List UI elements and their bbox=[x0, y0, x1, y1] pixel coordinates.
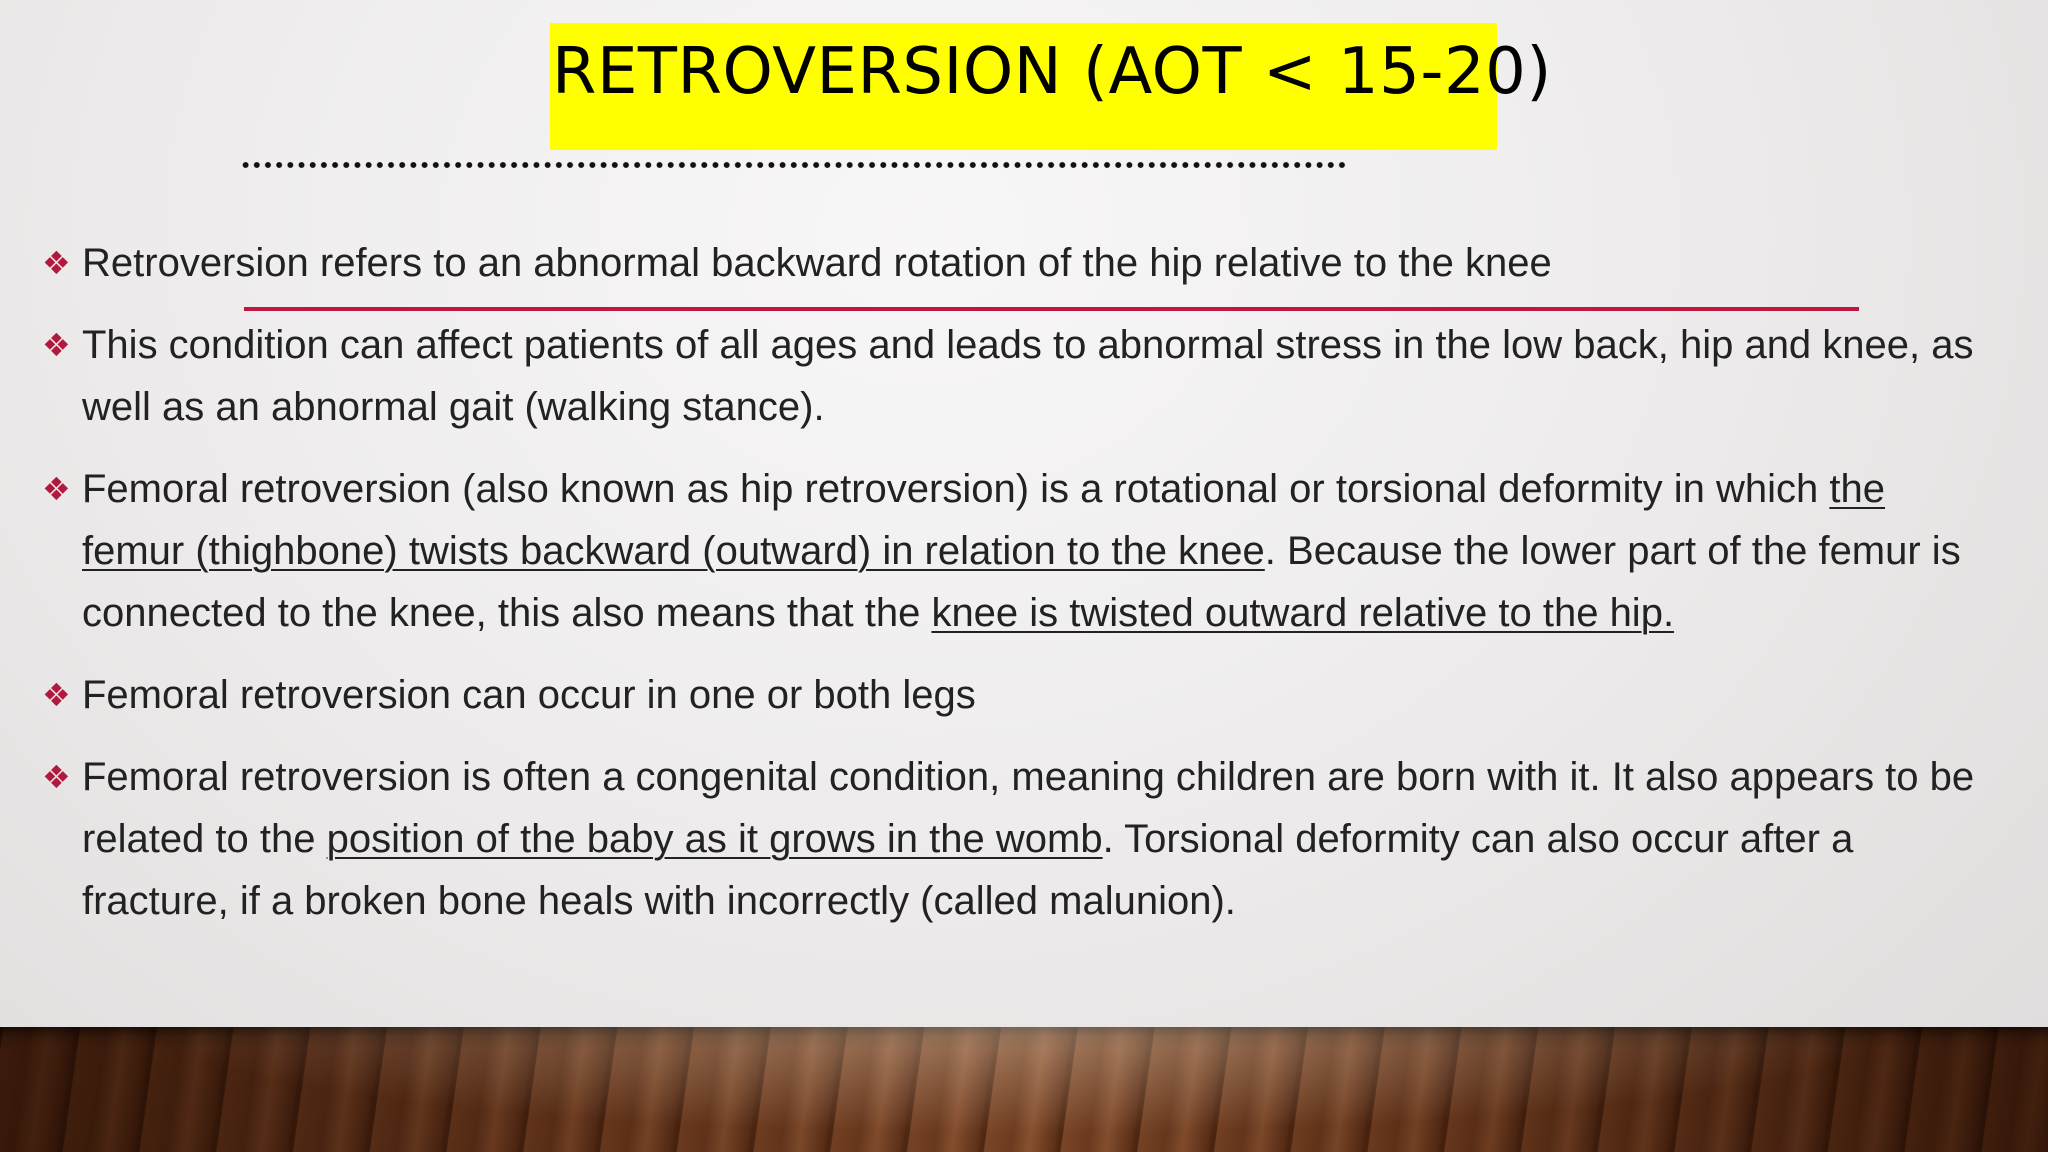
bullet-list bbox=[42, 232, 1982, 952]
floor-highlight bbox=[0, 1027, 2048, 1152]
bullet-item-3 bbox=[42, 458, 1982, 644]
bullet-item-5 bbox=[42, 746, 1982, 932]
bullet-text: Femoral retroversion is often a congenital condition, meaning children are born with it. It also appears to be related to the bbox=[82, 755, 1975, 861]
dotted-divider bbox=[240, 160, 1350, 170]
underlined-phrase: position of the baby as it grows in the womb bbox=[326, 817, 1103, 861]
bullet-text: . Torsional deformity can also occur after a fracture, if a broken bone heals with incorrectly (called malunion). bbox=[82, 817, 1854, 923]
bullet-text: Retroversion refers to an abnormal backward rotation of the hip relative to the knee bbox=[82, 241, 1552, 285]
slide-title: RETROVERSION (AOT < 15-20) bbox=[552, 35, 1552, 109]
diamond-bullet-icon: ❖ bbox=[42, 470, 71, 508]
underlined-phrase: knee is twisted outward relative to the hip. bbox=[931, 591, 1675, 635]
bullet-item-4 bbox=[42, 664, 1982, 726]
bullet-text: Femoral retroversion (also known as hip retroversion) is a rotational or torsional deformity in which bbox=[82, 467, 1830, 511]
bullet-item-2 bbox=[42, 314, 1982, 438]
bullet-text: . Because the lower part of the femur is connected to the knee, this also means that the bbox=[82, 529, 1961, 635]
bullet-item-1 bbox=[42, 232, 1982, 294]
diamond-bullet-icon: ❖ bbox=[42, 676, 71, 714]
diamond-bullet-icon: ❖ bbox=[42, 244, 71, 282]
underlined-phrase: the femur (thighbone) twists backward (outward) in relation to the knee bbox=[82, 467, 1885, 573]
diamond-bullet-icon: ❖ bbox=[42, 326, 71, 364]
bullet-text: This condition can affect patients of all ages and leads to abnormal stress in the low back, hip and knee, as well as an abnormal gait (walking stance). bbox=[82, 323, 1974, 429]
bullet-text: Femoral retroversion can occur in one or both legs bbox=[82, 673, 976, 717]
diamond-bullet-icon: ❖ bbox=[42, 758, 71, 796]
